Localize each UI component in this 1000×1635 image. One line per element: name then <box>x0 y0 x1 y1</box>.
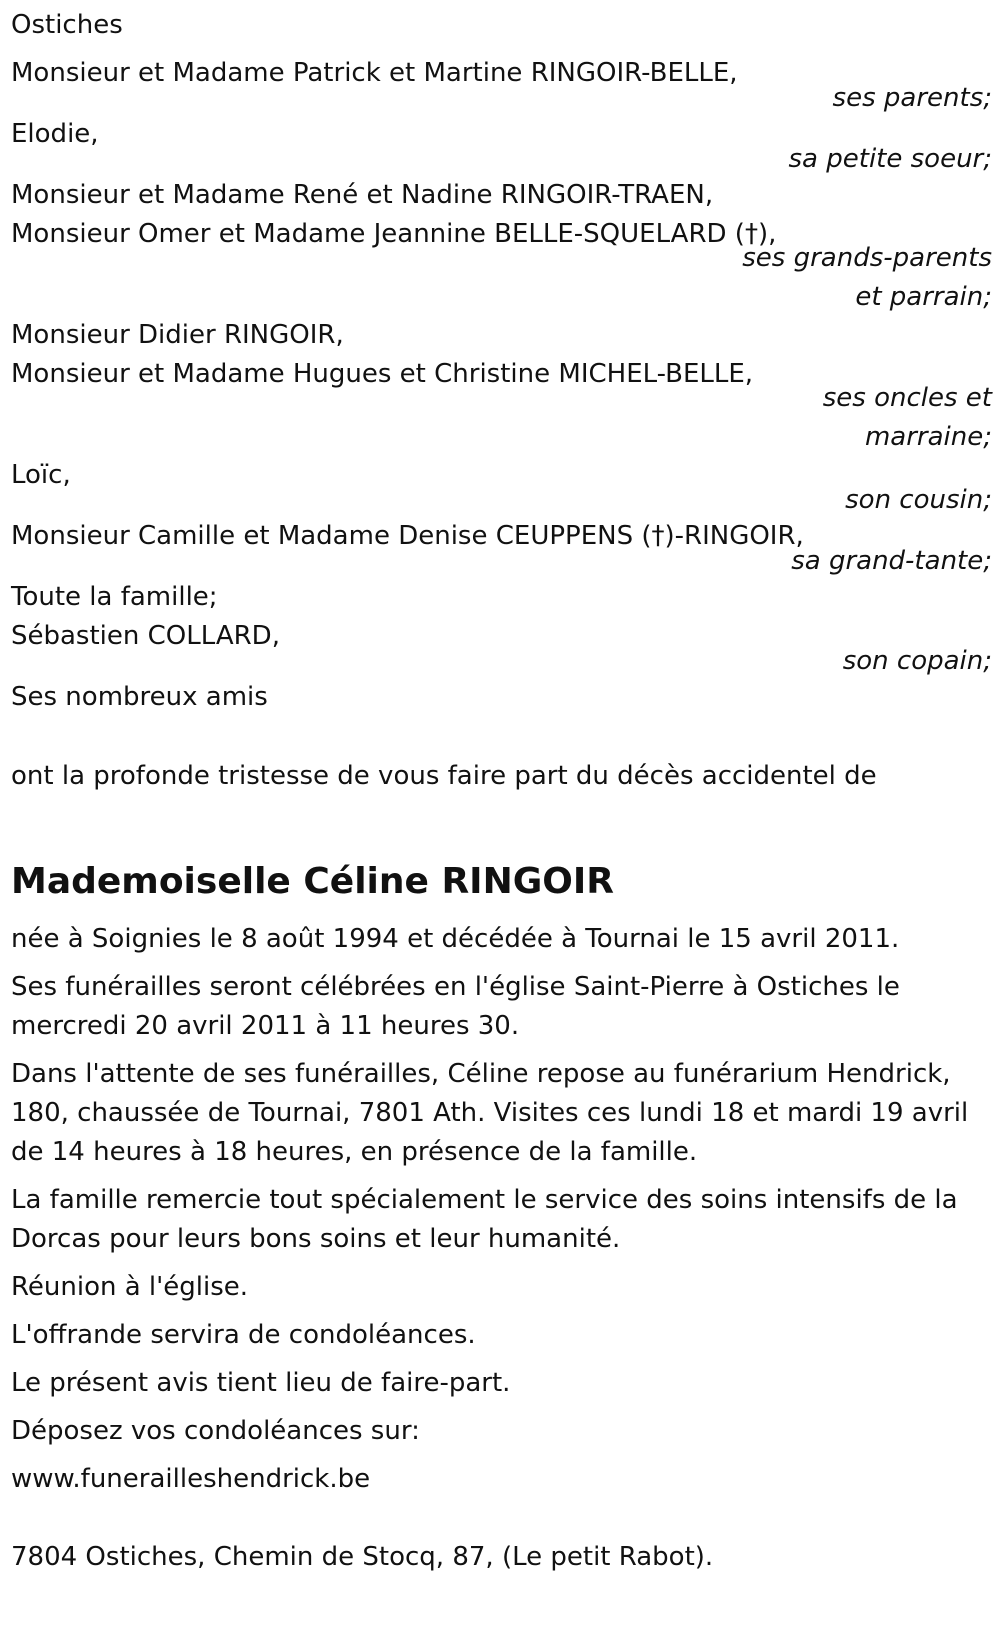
website-link[interactable]: www.funerailleshendrick.be <box>11 1464 371 1494</box>
cousin-relation: son cousin; <box>845 485 992 515</box>
funeral-details-line-2: mercredi 20 avril 2011 à 11 heures 30. <box>11 1011 520 1041</box>
grandparents-relation-line-1: ses grands-parents <box>742 243 992 273</box>
announcement-intro: ont la profonde tristesse de vous faire part du décès accidentel de <box>11 761 877 791</box>
parents-name: Monsieur et Madame Patrick et Martine RINGOIR-BELLE, <box>11 58 738 88</box>
boyfriend-name: Sébastien COLLARD, <box>11 621 280 651</box>
thanks-line-1: La famille remercie tout spécialement le service des soins intensifs de la <box>11 1185 958 1215</box>
great-aunt-name: Monsieur Camille et Madame Denise CEUPPENS (†)-RINGOIR, <box>11 521 804 551</box>
parents-relation: ses parents; <box>832 83 992 113</box>
thanks-line-2: Dorcas pour leurs bons soins et leur humanité. <box>11 1224 621 1254</box>
sister-relation: sa petite soeur; <box>788 144 992 174</box>
rest-details-line-3: de 14 heures à 18 heures, en présence de la famille. <box>11 1137 698 1167</box>
whole-family: Toute la famille; <box>11 582 218 612</box>
birth-death-dates: née à Soignies le 8 août 1994 et décédée à Tournai le 15 avril 2011. <box>11 924 900 954</box>
place-heading: Ostiches <box>11 10 123 40</box>
funeral-details-line-1: Ses funérailles seront célébrées en l'église Saint-Pierre à Ostiches le <box>11 972 900 1002</box>
grandparents-name-1: Monsieur et Madame René et Nadine RINGOIR-TRAEN, <box>11 180 714 210</box>
cousin-name: Loïc, <box>11 460 71 490</box>
grandparents-relation-line-2: et parrain; <box>855 282 992 312</box>
rest-details-line-1: Dans l'attente de ses funérailles, Céline repose au funérarium Hendrick, <box>11 1059 951 1089</box>
uncle-name-2: Monsieur et Madame Hugues et Christine MICHEL-BELLE, <box>11 359 754 389</box>
deceased-name: Mademoiselle Céline RINGOIR <box>11 861 614 902</box>
boyfriend-relation: son copain; <box>842 646 992 676</box>
grandparents-name-2: Monsieur Omer et Madame Jeannine BELLE-SQUELARD (†), <box>11 219 777 249</box>
condolences-label: Déposez vos condoléances sur: <box>11 1416 420 1446</box>
sister-name: Elodie, <box>11 119 99 149</box>
address: 7804 Ostiches, Chemin de Stocq, 87, (Le petit Rabot). <box>11 1542 714 1572</box>
great-aunt-relation: sa grand-tante; <box>791 546 992 576</box>
friends: Ses nombreux amis <box>11 682 268 712</box>
uncle-name-1: Monsieur Didier RINGOIR, <box>11 320 344 350</box>
uncle-relation-line-2: marraine; <box>864 422 992 452</box>
meeting-note: Réunion à l'église. <box>11 1272 249 1302</box>
rest-details-line-2: 180, chaussée de Tournai, 7801 Ath. Visites ces lundi 18 et mardi 19 avril <box>11 1098 969 1128</box>
offering-note: L'offrande servira de condoléances. <box>11 1320 476 1350</box>
uncle-relation-line-1: ses oncles et <box>822 383 992 413</box>
notice-note: Le présent avis tient lieu de faire-part. <box>11 1368 511 1398</box>
